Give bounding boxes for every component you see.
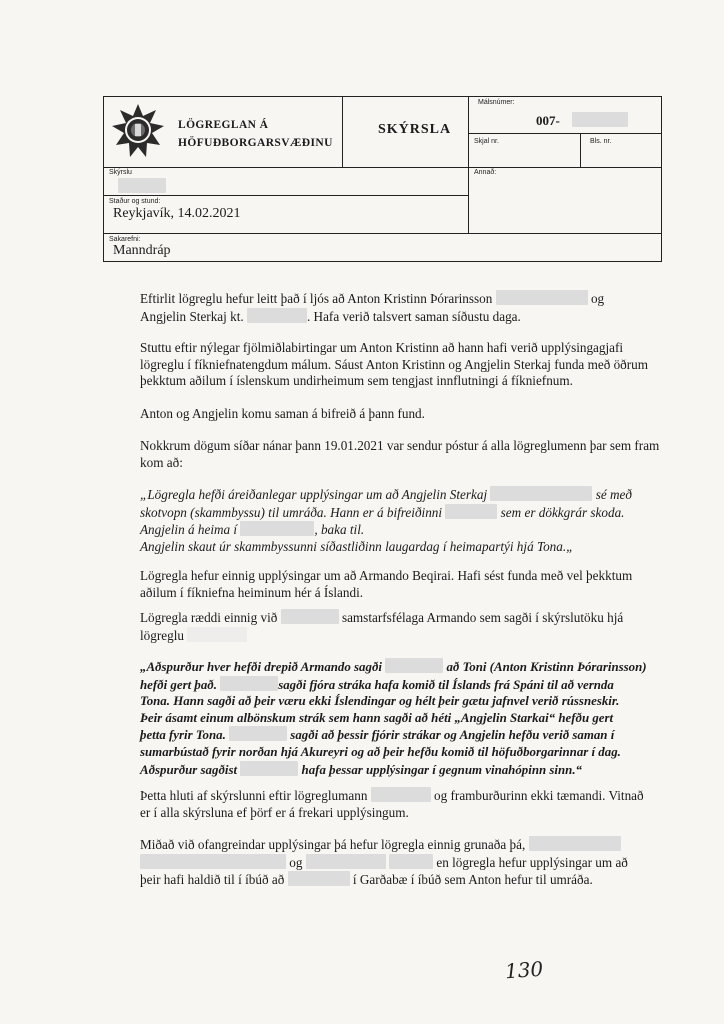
handwritten-page-number: 130 <box>504 956 544 984</box>
paragraph-2: Stuttu eftir nýlegar fjölmiðlabirtingar um Anton Kristinn að hann hafi verið upplýsingagjafi lögreglu í fíkniefnatengdum málum. Sáust Anton Kristinn og Angjelin Sterkaj funda með öðrum þekktum aðilum í íslenskum undirheimum sem tengjast innflutningi á fíkniefnum. <box>140 340 649 389</box>
document-number-label: Skjal nr. <box>474 138 499 145</box>
place-time-value: Reykjavík, 14.02.2021 <box>113 206 241 221</box>
document-type-title: SKÝRSLA <box>378 122 452 137</box>
case-number-value: 007- <box>536 113 560 128</box>
org-name-line2: HÖFUÐBORGARSVÆÐINU <box>178 137 333 149</box>
paragraph-5: Lögregla hefur einnig upplýsingar um að Armando Beqirai. Hafi sést funda með vel þekktum aðilum í fíkniefna heiminum hér á Íslandi. <box>140 568 633 600</box>
paragraph-7: Þetta hluti af skýrslunni eftir lögreglumann og framburðurinn ekki tæmandi. Vitnað er í alla skýrsluna ef þörf er á frekari upplýsingum. <box>140 788 644 820</box>
other-label: Annað: <box>474 169 497 176</box>
redacted-reporter <box>118 178 166 193</box>
paragraph-6: Lögregla ræddi einnig við samstarfsfélaga Armando sem sagði í skýrslutöku hjá lögreglu <box>140 610 624 643</box>
paragraph-3: Anton og Angjelin komu saman á bifreið á þann fund. <box>140 406 425 421</box>
offense-label: Sakarefni: <box>109 236 141 243</box>
page-number-label: Bls. nr. <box>590 138 612 145</box>
quote-1: „Lögregla hefði áreiðanlegar upplýsingar um að Angjelin Sterkaj sé með skotvopn (skammbyssu) til umráða. Hann er á bifreiðinni sem er dökkgrár skoda. Angjelin á heima í , baka til. Angjelin skaut úr skammbyssunni síðastliðinn laugardag í heimapartýi hjá Tona.„ <box>140 487 632 554</box>
redacted-id <box>496 290 588 305</box>
quote-2: „Aðspurður hver hefði drepið Armando sagði að Toni (Anton Kristinn Þórarinsson) hefði gert það. sagði fjóra stráka hafa komið til Íslands frá Spáni til að vernda Tona. Hann sagði að þeir væru ekki Íslendingar og hélt þeir gætu jafnvel verið rússneskir. Þeir ásamt einum albönskum strák sem hann sagði að héti „Angjelin Starkai“ hefðu gert þetta fyrir Tona. sagði að þessir fjórir strákar og Angjelin hefðu verið saman í sumarbústað fyrir norðan hjá Akureyri og að þeir hefðu komið til höfuðborgarinnar í dag. Aðspurður sagðist hafa þessar upplýsingar í gegnum vinahópinn sinn.“ <box>140 660 647 777</box>
case-number-label: Málsnúmer: <box>478 99 515 106</box>
paragraph-1: Eftirlit lögreglu hefur leitt það í ljós að Anton Kristinn Þórarinsson og Angjelin Sterkaj kt. . Hafa verið talsvert saman síðustu daga. <box>140 291 605 324</box>
reporter-label: Skýrslu <box>109 169 132 176</box>
place-time-label: Staður og stund: <box>109 198 161 205</box>
paragraph-8: Miðað við ofangreindar upplýsingar þá hefur lögregla einnig grunaða þá, og en lögregla hefur upplýsingar um að þeir hafi haldið til í íbúð að í Garðabæ í íbúð sem Anton hefur til umráða. <box>140 837 628 888</box>
police-badge-logo <box>110 102 166 162</box>
paragraph-4: Nokkrum dögum síðar nánar þann 19.01.2021 var sendur póstur á alla lögreglumenn þar sem fram kom að: <box>140 438 660 470</box>
offense-value: Manndráp <box>113 243 171 258</box>
redacted-id <box>247 308 307 323</box>
org-name-line1: LÖGREGLAN Á <box>178 119 269 131</box>
redacted-case-number <box>572 112 628 127</box>
